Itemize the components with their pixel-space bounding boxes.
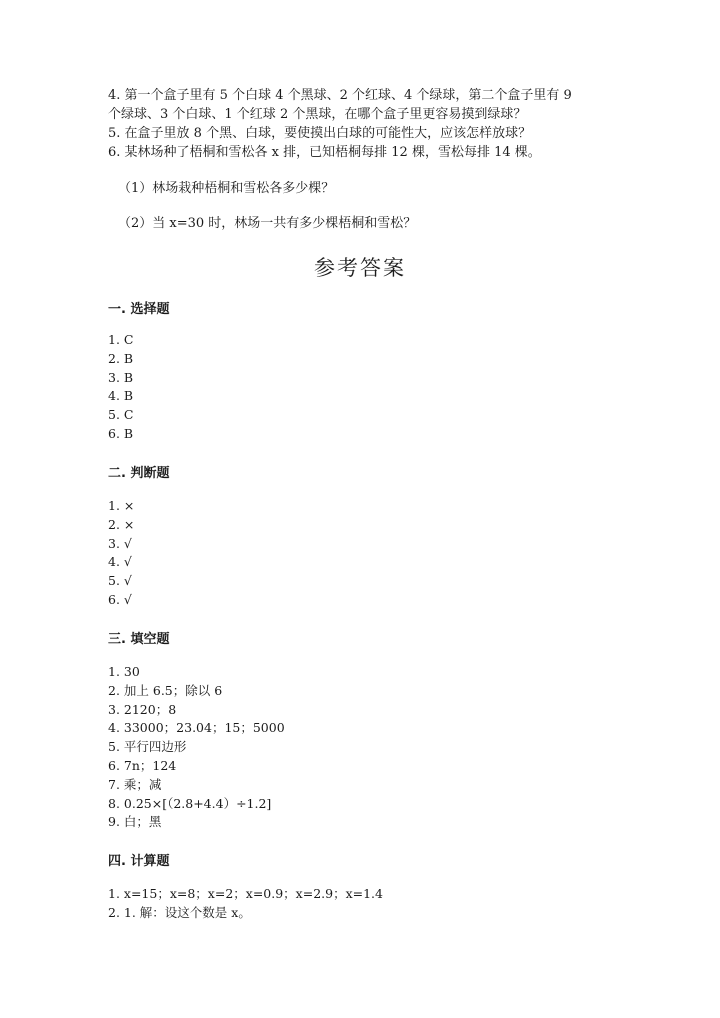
answer-item: 5. C <box>108 407 134 423</box>
answer-item: 1. C <box>108 332 134 347</box>
answer-item: 9. 白；黑 <box>108 814 162 830</box>
answer-item: 1. x=15；x=8；x=2；x=0.9；x=2.9；x=1.4 <box>108 886 383 901</box>
answer-item: 6. 7n；124 <box>108 757 177 773</box>
answer-list-judge <box>108 497 134 610</box>
answer-item: 2. × <box>108 516 135 532</box>
question-6: 6. 某林场种了梧桐和雪松各 x 排，已知梧桐每排 12 棵，雪松每排 14 棵。 <box>108 145 541 160</box>
answer-item: 4. √ <box>108 554 132 570</box>
answer-item: 2. B <box>108 350 134 366</box>
answer-item: 4. 33000；23.04；15；5000 <box>108 720 285 736</box>
answer-item: 6. B <box>108 425 134 441</box>
answer-item: 3. 2120；8 <box>108 701 177 717</box>
question-6-sub-1: （1）林场栽种梧桐和雪松各多少棵？ <box>118 181 335 196</box>
answer-item: 3. √ <box>108 535 132 551</box>
answer-item: 2. 加上 6.5；除以 6 <box>108 682 223 698</box>
answer-list-fill <box>108 663 285 832</box>
answer-item: 6. √ <box>108 591 132 607</box>
section-heading-calc: 四. 计算题 <box>108 854 170 869</box>
answer-item: 4. B <box>108 388 134 404</box>
answer-item: 8. 0.25×[（2.8+4.4）÷1.2] <box>108 795 272 811</box>
answer-item: 2. 1. 解：设这个数是 x。 <box>108 904 251 920</box>
section-heading-judge: 二. 判断题 <box>108 466 170 481</box>
answer-item: 1. 30 <box>108 664 140 679</box>
question-5: 5. 在盒子里放 8 个黑、白球，要使摸出白球的可能性大，应该怎样放球？ <box>108 126 532 141</box>
answer-list-calc <box>108 885 383 923</box>
section-heading-choice: 一. 选择题 <box>108 302 170 317</box>
answer-item: 5. √ <box>108 573 132 589</box>
question-6-sub-2: （2）当 x=30 时，林场一共有多少棵梧桐和雪松？ <box>118 216 417 231</box>
section-heading-fill: 三. 填空题 <box>108 632 170 647</box>
answer-list-choice <box>108 331 133 444</box>
answer-item: 1. × <box>108 498 135 513</box>
answer-item: 7. 乘；减 <box>108 776 162 792</box>
answer-item: 5. 平行四边形 <box>108 739 187 755</box>
question-4-line-2: 个绿球、3 个白球、1 个红球 2 个黑球，在哪个盒子里更容易摸到绿球？ <box>108 107 527 122</box>
answer-item: 3. B <box>108 369 134 385</box>
answer-title: 参考答案 <box>314 256 406 280</box>
question-4-line-1: 4. 第一个盒子里有 5 个白球 4 个黑球、2 个红球、4 个绿球，第二个盒子里有 9 <box>108 88 572 103</box>
